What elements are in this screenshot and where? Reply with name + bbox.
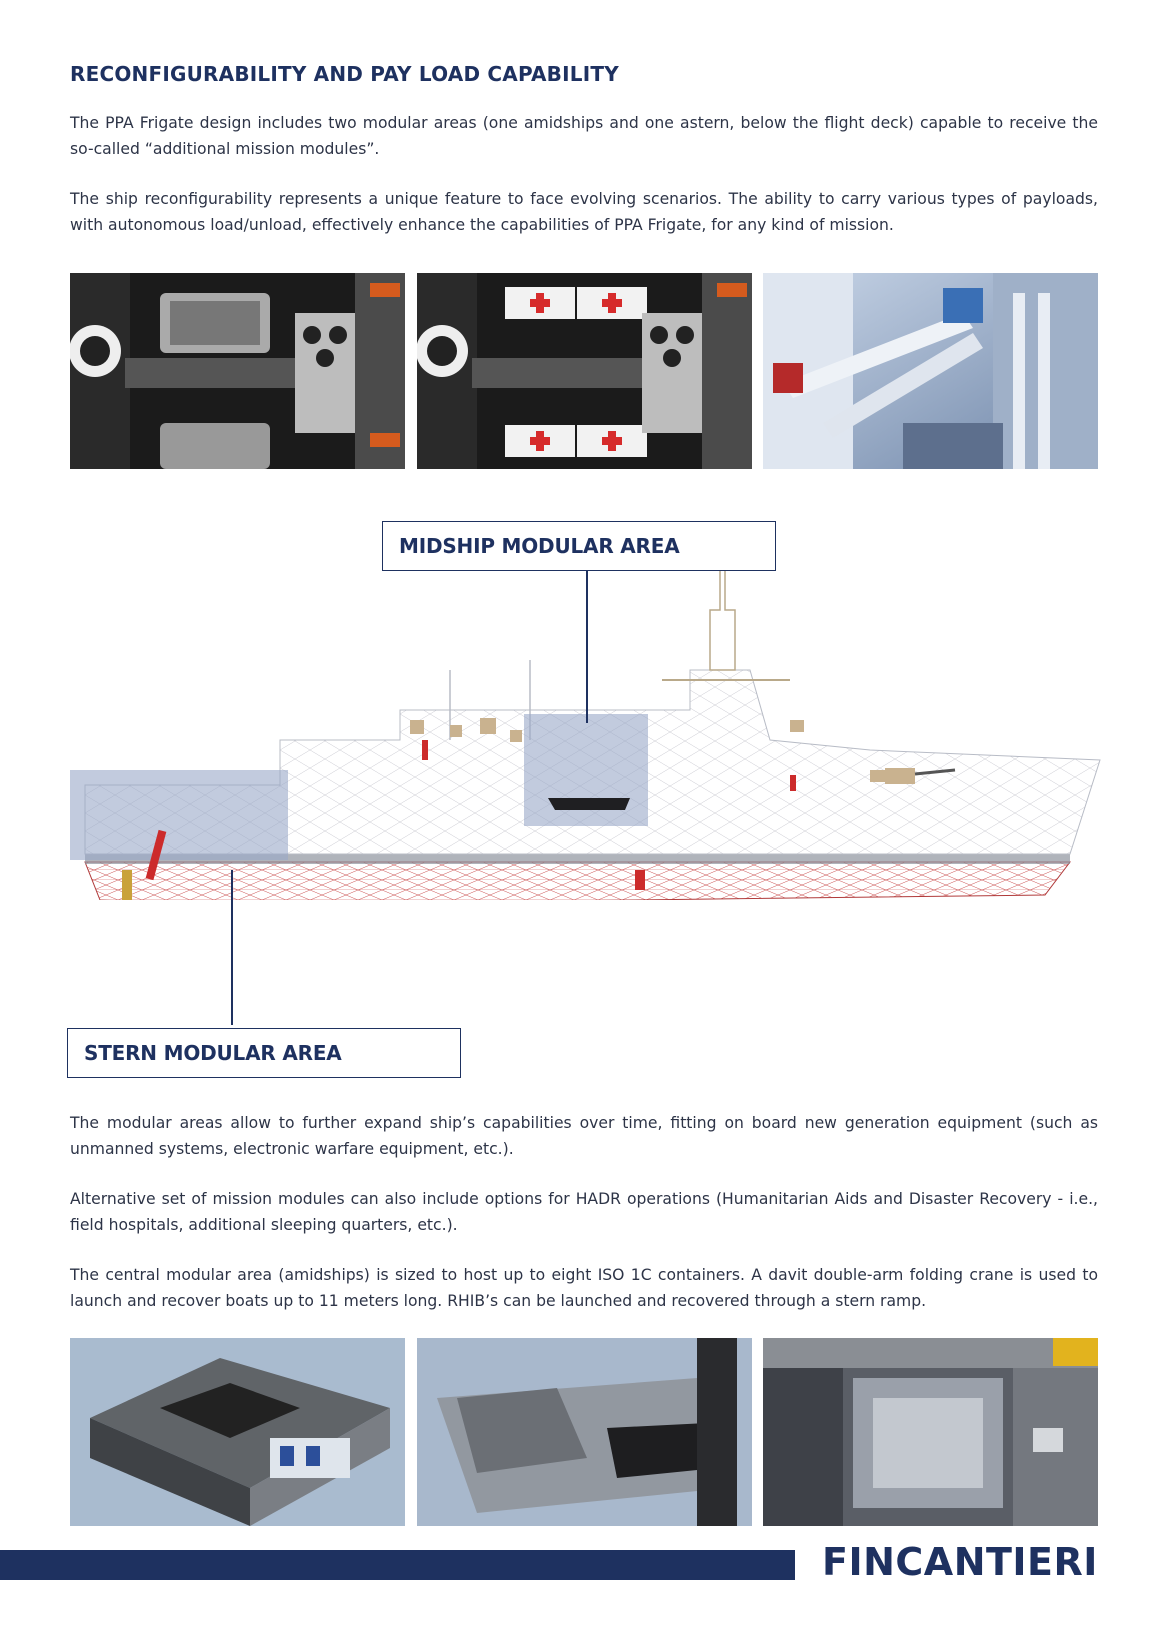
page-heading: RECONFIGURABILITY AND PAY LOAD CAPABILITY	[70, 62, 619, 86]
photo-hangar-interior	[763, 1338, 1098, 1526]
stern-leader-line	[231, 870, 233, 1025]
body-paragraph-1: The modular areas allow to further expand ship’s capabilities over time, fitting on board new generation equipment (such as unmanned systems, electronic warfare equipment, etc.).	[70, 1114, 1098, 1158]
photo-module-cutaway-2	[417, 1338, 752, 1526]
midship-callout	[382, 521, 776, 571]
intro-paragraph-2: The ship reconfigurability represents a unique feature to face evolving scenarios. The ability to carry various types of payloads, with autonomous load/unload, effectively enhance the capabilities of PPA Frigate, for any kind of mission.	[70, 190, 1098, 234]
stern-callout	[67, 1028, 461, 1078]
ship-profile-drawing	[70, 570, 1110, 900]
midship-callout-label: MIDSHIP MODULAR AREA	[399, 534, 680, 558]
photo-deck-boats	[70, 273, 405, 469]
photo-module-cutaway-1	[70, 1338, 405, 1526]
midship-leader-line	[586, 571, 588, 723]
photo-deck-medical	[417, 273, 752, 469]
intro-paragraph-1: The PPA Frigate design includes two modular areas (one amidships and one astern, below the flight deck) capable to receive the so-called “additional mission modules”.	[70, 114, 1098, 158]
fincantieri-logo: FINCANTIERI	[822, 1540, 1098, 1584]
body-paragraph-2: Alternative set of mission modules can also include options for HADR operations (Humanitarian Aids and Disaster Recovery - i.e., field hospitals, additional sleeping quarters, etc.).	[70, 1190, 1098, 1234]
stern-callout-label: STERN MODULAR AREA	[84, 1041, 342, 1065]
footer-bar	[0, 1550, 795, 1580]
body-paragraph-3: The central modular area (amidships) is sized to host up to eight ISO 1C containers. A davit double-arm folding crane is used to launch and recover boats up to 11 meters long. RHIB’s can be launched and recovered through a stern ramp.	[70, 1266, 1098, 1310]
photo-crane-deck	[763, 273, 1098, 469]
